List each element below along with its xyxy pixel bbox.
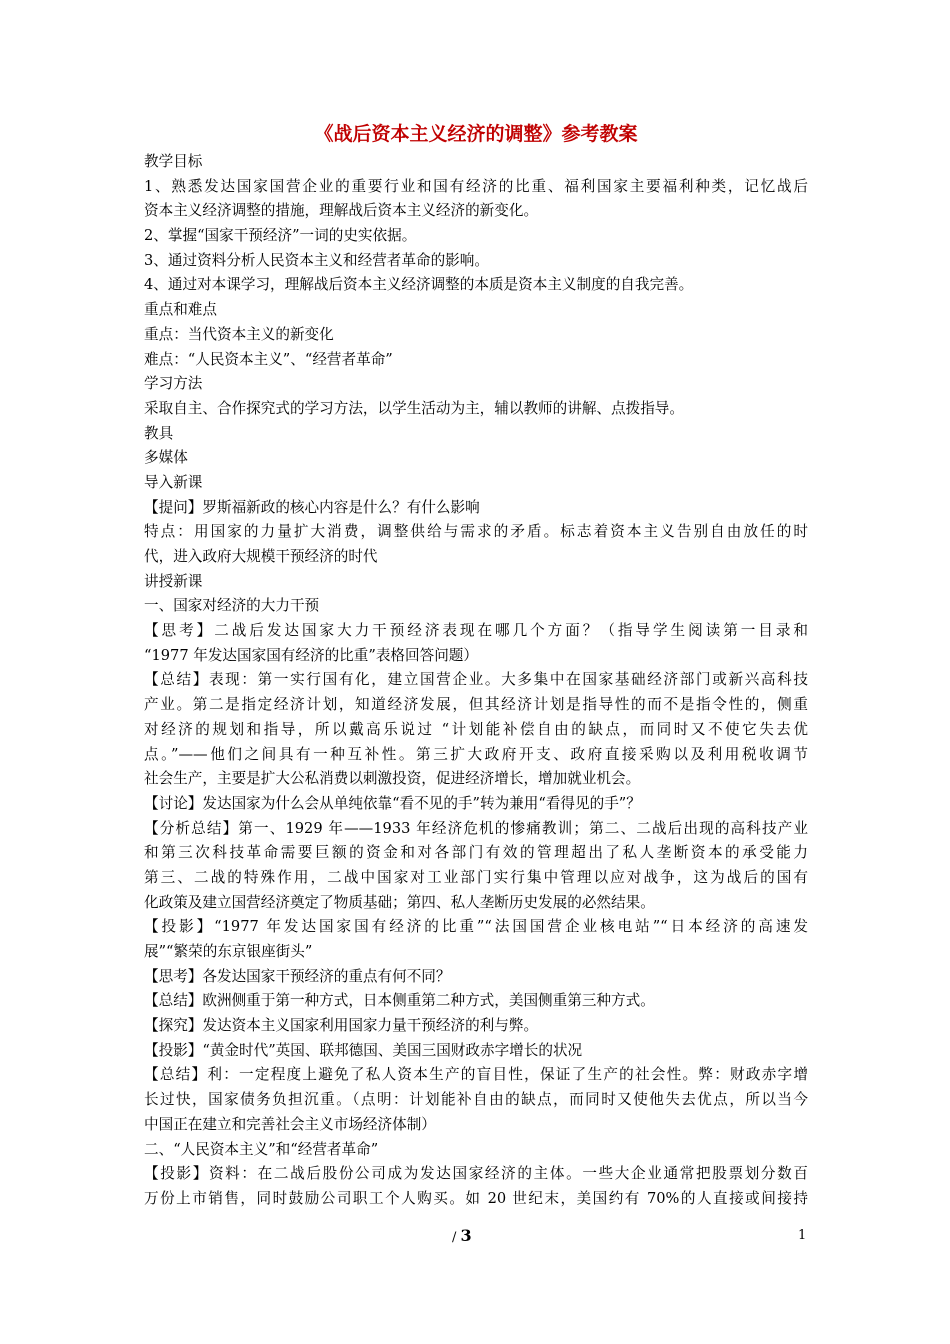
text-line: 特点：用国家的力量扩大消费，调整供给与需求的矛盾。标志着资本主义告别自由放任的时 [144,523,808,541]
text-line: 学习方法 [144,375,203,393]
page-total-footer [452,1226,472,1248]
text-line: 重点：当代资本主义的新变化 [144,325,334,343]
text-line: 【投影】“黄金时代”英国、联邦德国、美国三国财政赤字增长的状况 [144,1041,583,1059]
text-line: 第三、二战的特殊作用，二战中国家对工业部门实行集中管理以应对战争，这为战后的国有 [144,868,808,886]
text-line: 二、“人民资本主义”和“经营者革命” [144,1140,379,1158]
page-total: 3 [460,1226,472,1245]
text-line: 一、国家对经济的大力干预 [144,597,320,615]
text-line: 产业。第二是指定经济计划，知道经济发展，但其经济计划是指导性的而不是指令性的，侧重 [144,696,808,714]
text-line: 1、熟悉发达国家国营企业的重要行业和国有经济的比重、福利国家主要福利种类，记忆战后 [144,177,808,195]
text-line: 【总结】表现：第一实行国有化，建立国营企业。大多集中在国家基础经济部门或新兴高科技 [144,671,808,689]
text-line: 【思考】各发达国家干预经济的重点有何不同？ [144,967,451,985]
text-line: 【分析总结】第一、1929 年——1933 年经济危机的惨痛教训；第二、二战后出现的高科技产业 [144,819,808,837]
text-line: 【思考】二战后发达国家大力干预经济表现在哪几个方面？（指导学生阅读第一目录和 [144,622,808,640]
text-line: 资本主义经济调整的措施，理解战后资本主义经济的新变化。 [144,202,539,220]
text-line: 讲授新课 [144,572,203,590]
text-line: 【探究】发达资本主义国家利用国家力量干预经济的利与弊。 [144,1017,539,1035]
text-line: 教学目标 [144,153,203,170]
page-prefix: / [452,1230,461,1245]
text-line: 【提问】罗斯福新政的核心内容是什么？有什么影响 [144,498,480,516]
text-line: 【投影】资料：在二战后股份公司成为发达国家经济的主体。一些大企业通常把股票划分数百 [144,1165,808,1183]
text-line: 和第三次科技革命需要巨额的资金和对各部门有效的管理超出了私人垄断资本的承受能力 [144,844,808,862]
document-title: 《战后资本主义经济的调整》参考教案 [314,123,638,145]
text-line: 3、通过资料分析人民资本主义和经营者革命的影响。 [144,251,489,269]
text-line: 化政策及建立国营经济奠定了物质基础；第四、私人垄断历史发展的必然结果。 [144,893,655,911]
text-line: 教具 [144,424,174,442]
text-line: 中国正在建立和完善社会主义市场经济体制） [144,1115,436,1133]
text-line: 展”“繁荣的东京银座街头” [144,943,313,960]
text-line: 【总结】利：一定程度上避免了私人资本生产的盲目性，保证了生产的社会性。弊：财政赤字增 [144,1066,808,1084]
text-line: 万份上市销售，同时鼓励公司职工个人购买。如 20 世纪末，美国约有 70%的人直接或间接持 [144,1189,808,1207]
text-line: 点。”——他们之间具有一种互补性。第三扩大政府开支、政府直接采购以及利用税收调节 [144,745,808,763]
text-line: 【讨论】发达国家为什么会从单纯依靠“看不见的手”转为兼用“看得见的手”？ [144,794,641,812]
text-line: 长过快，国家债务负担沉重。（点明：计划能补自由的缺点，而同时又使他失去优点，所以当今 [144,1091,808,1109]
text-line: 4、通过对本课学习，理解战后资本主义经济调整的本质是资本主义制度的自我完善。 [144,276,694,294]
text-line: “1977 年发达国家国有经济的比重”表格回答问题） [144,646,478,664]
text-line: 【投影】“1977 年发达国家国有经济的比重”“法国国营企业核电站”“日本经济的高速发 [144,918,808,936]
document-body [144,150,808,1212]
text-line: 导入新课 [144,473,203,491]
text-line: 多媒体 [144,449,188,467]
text-line: 2、掌握“国家干预经济”一词的史实依据。 [144,227,417,245]
text-line: 采取自主、合作探究式的学习方法，以学生活动为主，辅以教师的讲解、点拨指导。 [144,399,684,417]
text-line: 【总结】欧洲侧重于第一种方式，日本侧重第二种方式，美国侧重第三种方式。 [144,992,655,1010]
text-line: 难点：“人民资本主义”、“经营者革命” [144,350,393,368]
text-line: 代，进入政府大规模干预经济的时代 [144,548,378,565]
page-number: 1 [798,1228,807,1243]
text-line: 对经济的规划和指导，所以戴高乐说过 “计划能补偿自由的缺点，而同时又不使它失去优 [144,720,808,738]
text-line: 重点和难点 [144,301,217,319]
text-line: 社会生产，主要是扩大公私消费以刺激投资，促进经济增长，增加就业机会。 [144,770,641,788]
